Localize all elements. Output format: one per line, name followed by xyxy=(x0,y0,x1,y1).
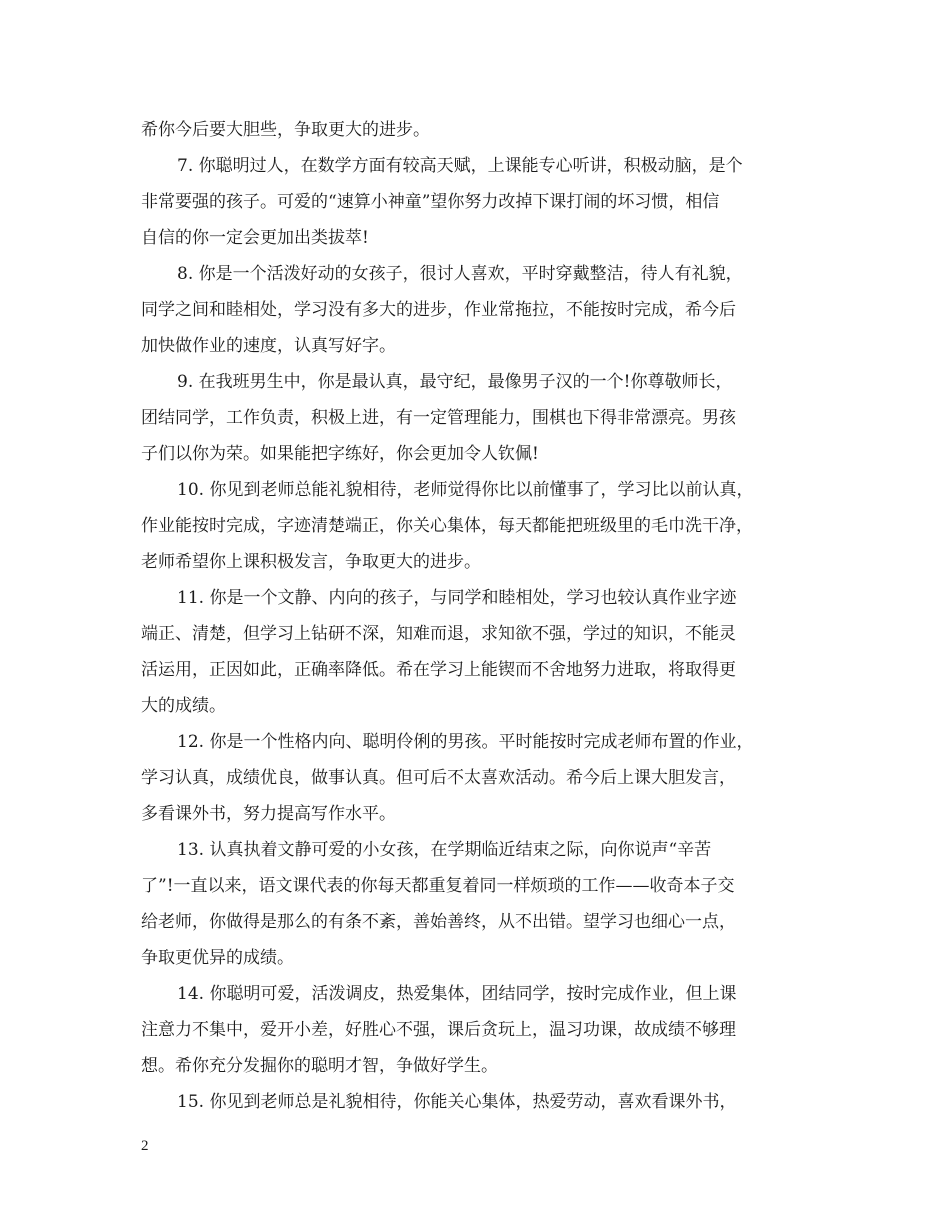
text-line: 子们以你为荣。如果能把字练好，你会更加令人钦佩! xyxy=(141,444,539,464)
text-line: 同学之间和睦相处，学习没有多大的进步，作业常拖拉，不能按时完成，希今后 xyxy=(141,300,736,320)
text-line: 希你今后要大胆些，争取更大的进步。 xyxy=(141,120,430,140)
text-line: 学习认真，成绩优良，做事认真。但可后不太喜欢活动。希今后上课大胆发言， xyxy=(141,768,736,788)
text-line: 端正、清楚，但学习上钻研不深，知难而退，求知欲不强，学过的知识，不能灵 xyxy=(141,624,736,644)
text-line: 10. 你见到老师总能礼貌相待，老师觉得你比以前懂事了，学习比以前认真， xyxy=(177,480,754,500)
text-line: 多看课外书，努力提高写作水平。 xyxy=(141,804,396,824)
text-line: 8. 你是一个活泼好动的女孩子，很讨人喜欢，平时穿戴整洁，待人有礼貌， xyxy=(177,264,743,284)
text-line: 大的成绩。 xyxy=(141,696,226,716)
text-line: 7. 你聪明过人，在数学方面有较高天赋，上课能专心听讲，积极动脑，是个 xyxy=(177,156,743,176)
text-line: 自信的你一定会更加出类拔萃! xyxy=(141,228,369,248)
text-line: 14. 你聪明可爱，活泼调皮，热爱集体，团结同学，按时完成作业，但上课 xyxy=(177,984,737,1004)
body-text xyxy=(141,112,821,1120)
text-line: 想。希你充分发掘你的聪明才智，争做好学生。 xyxy=(141,1056,498,1076)
page-number: 2 xyxy=(141,1138,149,1154)
text-line: 争取更优异的成绩。 xyxy=(141,948,294,968)
text-line: 活运用，正因如此，正确率降低。希在学习上能锲而不舍地努力进取，将取得更 xyxy=(141,660,736,680)
text-line: 作业能按时完成，字迹清楚端正，你关心集体，每天都能把班级里的毛巾洗干净， xyxy=(141,516,753,536)
text-line: 老师希望你上课积极发言，争取更大的进步。 xyxy=(141,552,481,572)
text-line: 11. 你是一个文静、内向的孩子，与同学和睦相处，学习也较认真作业字迹 xyxy=(177,588,737,608)
text-line: 15. 你见到老师总是礼貌相待，你能关心集体，热爱劳动，喜欢看课外书， xyxy=(177,1092,737,1112)
text-line: 9. 在我班男生中，你是最认真，最守纪，最像男子汉的一个!你尊敬师长， xyxy=(177,372,733,392)
text-line: 注意力不集中，爱开小差，好胜心不强，课后贪玩上，温习功课，故成绩不够理 xyxy=(141,1020,736,1040)
text-line: 团结同学，工作负责，积极上进，有一定管理能力，围棋也下得非常漂亮。男孩 xyxy=(141,408,736,428)
text-line: 13. 认真执着文静可爱的小女孩，在学期临近结束之际，向你说声“辛苦 xyxy=(177,840,712,860)
text-line: 12. 你是一个性格内向、聪明伶俐的男孩。平时能按时完成老师布置的作业， xyxy=(177,732,754,752)
text-line: 了”!一直以来，语文课代表的你每天都重复着同一样烦琐的工作——收奇本子交 xyxy=(141,876,735,896)
text-line: 非常要强的孩子。可爱的“速算小神童”望你努力改掉下课打闹的坏习惯，相信 xyxy=(141,192,720,212)
text-line: 给老师，你做得是那么的有条不紊，善始善终，从不出错。望学习也细心一点， xyxy=(141,912,736,932)
text-line: 加快做作业的速度，认真写好字。 xyxy=(141,336,396,356)
